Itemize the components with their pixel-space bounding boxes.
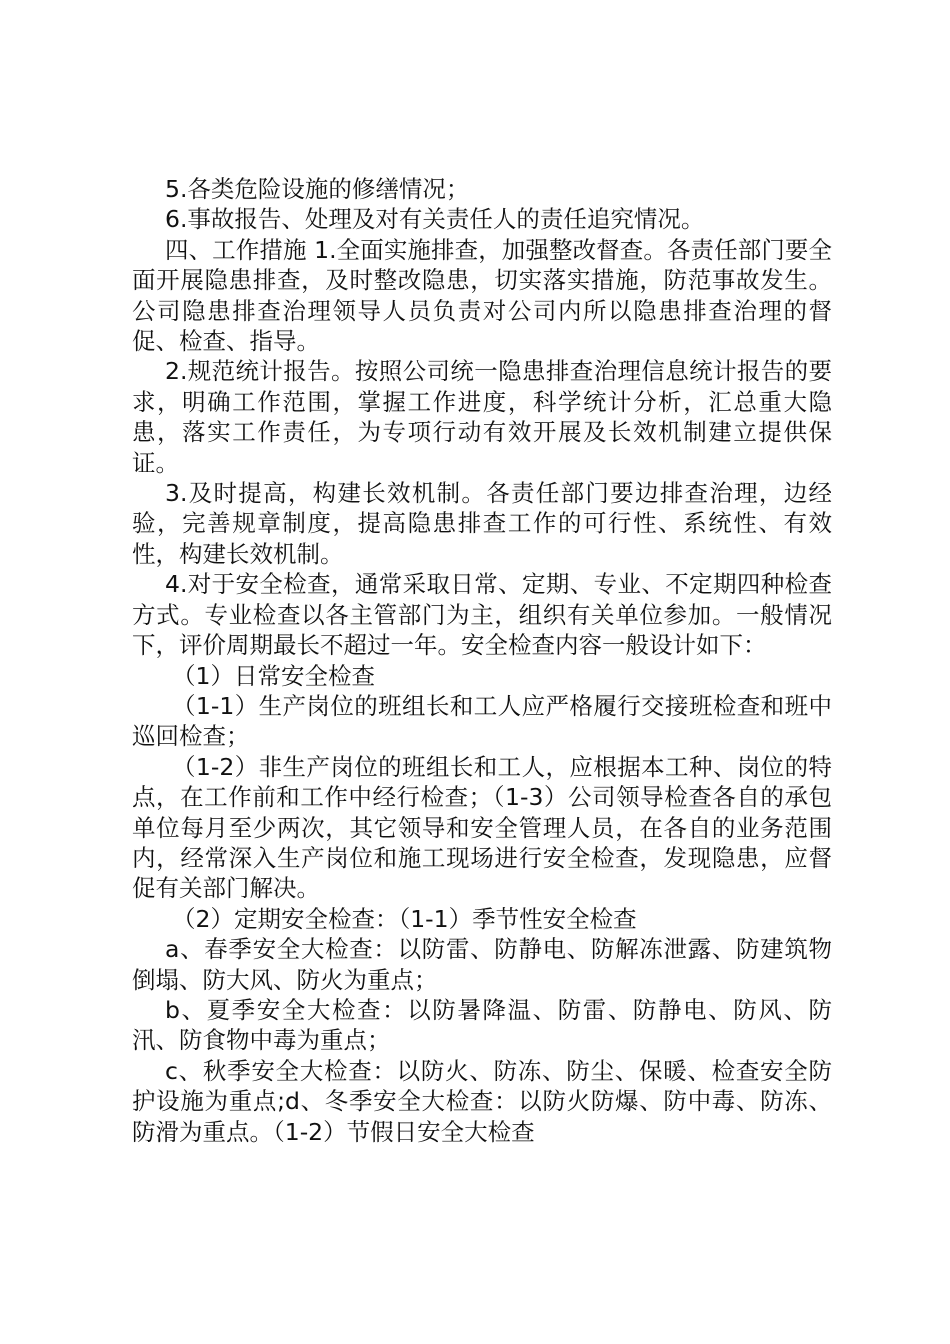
paragraph-work-measures: 四、工作措施 1.全面实施排查，加强整改督查。各责任部门要全面开展隐患排查，及时整改隐患，切实落实措施，防范事故发生。公司隐患排查治理领导人员负责对公司内所以隐患排查治理的督促、检查、指导。 <box>132 235 832 356</box>
paragraph-safety-inspection: 4.对于安全检查，通常采取日常、定期、专业、不定期四种检查方式。专业检查以各主管部门为主，组织有关单位参加。一般情况下，评价周期最长不超过一年。安全检查内容一般设计如下： <box>132 570 832 660</box>
paragraph-daily-inspection-heading: （1）日常安全检查 <box>172 661 375 690</box>
paragraph-periodic-inspection-heading: （2）定期安全检查：（1-1）季节性安全检查 <box>172 904 637 933</box>
paragraph-statistics-report: 2.规范统计报告。按照公司统一隐患排查治理信息统计报告的要求，明确工作范围，掌握工作进度，科学统计分析，汇总重大隐患，落实工作责任，为专项行动有效开展及长效机制建立提供保证。 <box>132 357 832 477</box>
paragraph-daily-inspection-1-2: （1-2）非生产岗位的班组长和工人，应根据本工种、岗位的特点，在工作前和工作中经行检查；（1-3）公司领导检查各自的承包单位每月至少两次，其它领导和安全管理人员，在各自的业务范围内，经常深入生产岗位和施工现场进行安全检查，发现隐患，应督促有关部门解决。 <box>132 752 832 903</box>
paragraph-long-term-mechanism: 3.及时提高，构建长效机制。各责任部门要边排查治理，边经验，完善规章制度，提高隐患排查工作的可行性、系统性、有效性，构建长效机制。 <box>132 479 832 568</box>
paragraph-spring-inspection: a、春季安全大检查：以防雷、防静电、防解冻泄露、防建筑物倒塌、防大风、防火为重点； <box>132 935 832 994</box>
paragraph-item-5: 5.各类危险设施的修缮情况； <box>165 175 470 203</box>
document-body <box>132 174 832 1147</box>
paragraph-item-6: 6.事故报告、处理及对有关责任人的责任追究情况。 <box>165 205 705 234</box>
paragraph-autumn-winter-inspection: c、秋季安全大检查：以防火、防冻、防尘、保暖、检查安全防护设施为重点;d、冬季安全大检查：以防火防爆、防中毒、防冻、防滑为重点。（1-2）节假日安全大检查 <box>132 1056 832 1146</box>
paragraph-summer-inspection: b、夏季安全大检查：以防暑降温、防雷、防静电、防风、防汛、防食物中毒为重点； <box>132 995 832 1055</box>
paragraph-daily-inspection-1-1: （1-1）生产岗位的班组长和工人应严格履行交接班检查和班中巡回检查； <box>132 691 832 751</box>
